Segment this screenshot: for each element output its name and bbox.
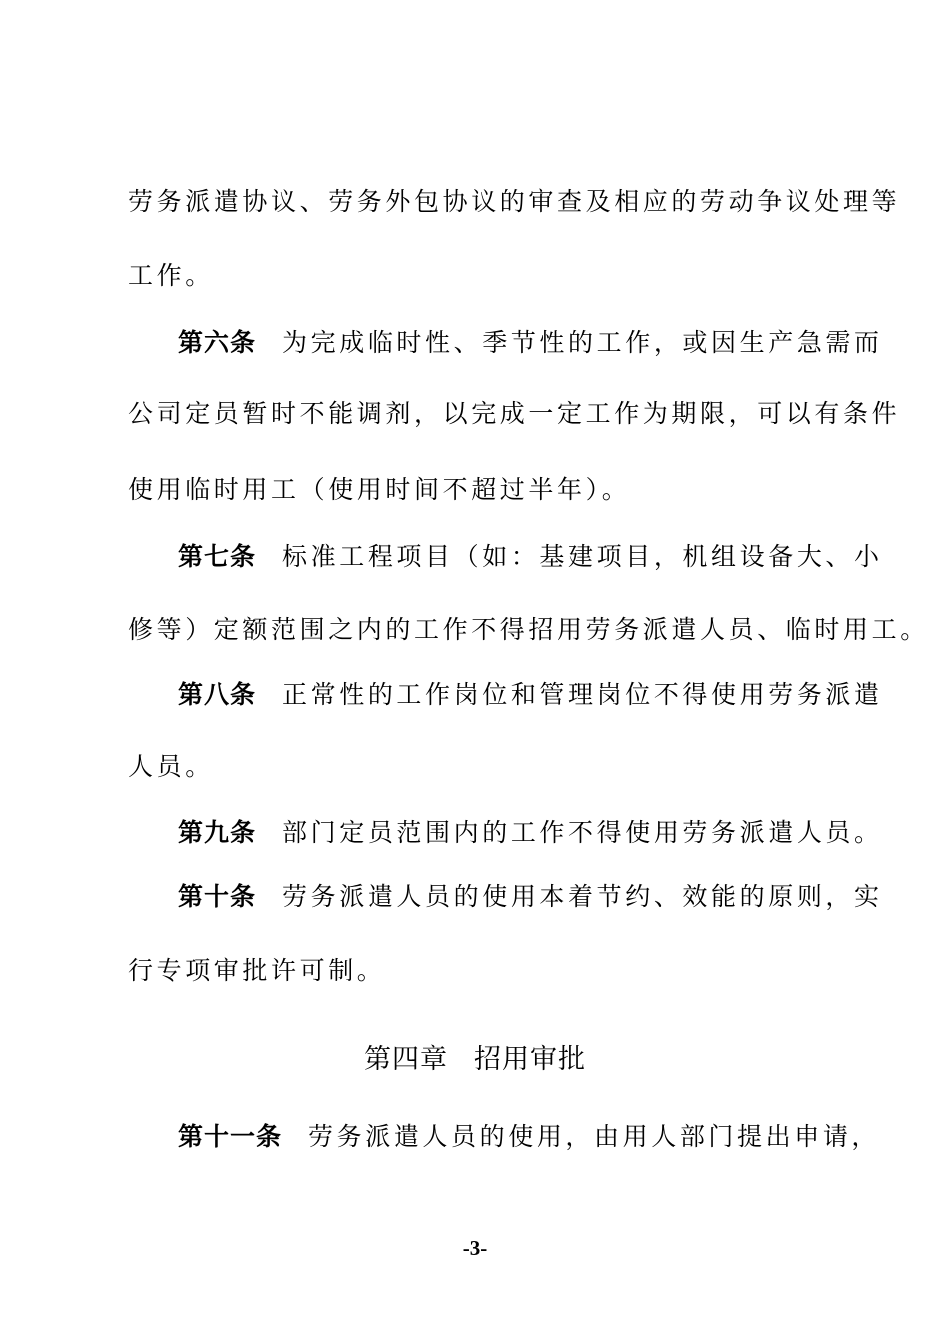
article-label: 第六条 xyxy=(178,328,257,357)
article-9 xyxy=(178,817,883,849)
text-line: 人员。 xyxy=(128,752,214,781)
text-line: 行专项审批许可制。 xyxy=(128,956,386,985)
article-label: 第七条 xyxy=(178,542,257,571)
article-8 xyxy=(178,679,883,711)
article-text: 部门定员范围内的工作不得使用劳务派遣人员。 xyxy=(282,818,883,847)
text-line: 公司定员暂时不能调剂，以完成一定工作为期限，可以有条件 xyxy=(128,399,901,428)
chapter-number: 第四章 xyxy=(364,1044,448,1075)
article-text: 正常性的工作岗位和管理岗位不得使用劳务派遣 xyxy=(282,680,883,709)
article-10 xyxy=(178,881,883,913)
article-label: 第十条 xyxy=(178,882,257,911)
article-text: 劳务派遣人员的使用，由用人部门提出申请， xyxy=(308,1122,881,1151)
text-line: 使用临时用工（使用时间不超过半年）。 xyxy=(128,475,631,504)
article-text: 为完成临时性、季节性的工作，或因生产急需而 xyxy=(282,328,883,357)
article-6 xyxy=(178,327,883,359)
article-7 xyxy=(178,541,883,573)
text-line: 劳务派遣协议、劳务外包协议的审查及相应的劳动争议处理等 xyxy=(128,187,901,216)
text-line: 修等）定额范围之内的工作不得招用劳务派遣人员、临时用工。 xyxy=(128,615,929,644)
article-label: 第八条 xyxy=(178,680,257,709)
page-number: -3- xyxy=(462,1236,488,1260)
chapter-title: 招用审批 xyxy=(474,1044,586,1075)
article-text: 标准工程项目（如：基建项目，机组设备大、小 xyxy=(282,542,883,571)
article-text: 劳务派遣人员的使用本着节约、效能的原则，实 xyxy=(282,882,883,911)
article-label: 第十一条 xyxy=(178,1122,283,1151)
text-line: 工作。 xyxy=(128,261,214,290)
article-label: 第九条 xyxy=(178,818,257,847)
chapter-heading xyxy=(0,1042,950,1078)
article-11 xyxy=(178,1121,880,1153)
